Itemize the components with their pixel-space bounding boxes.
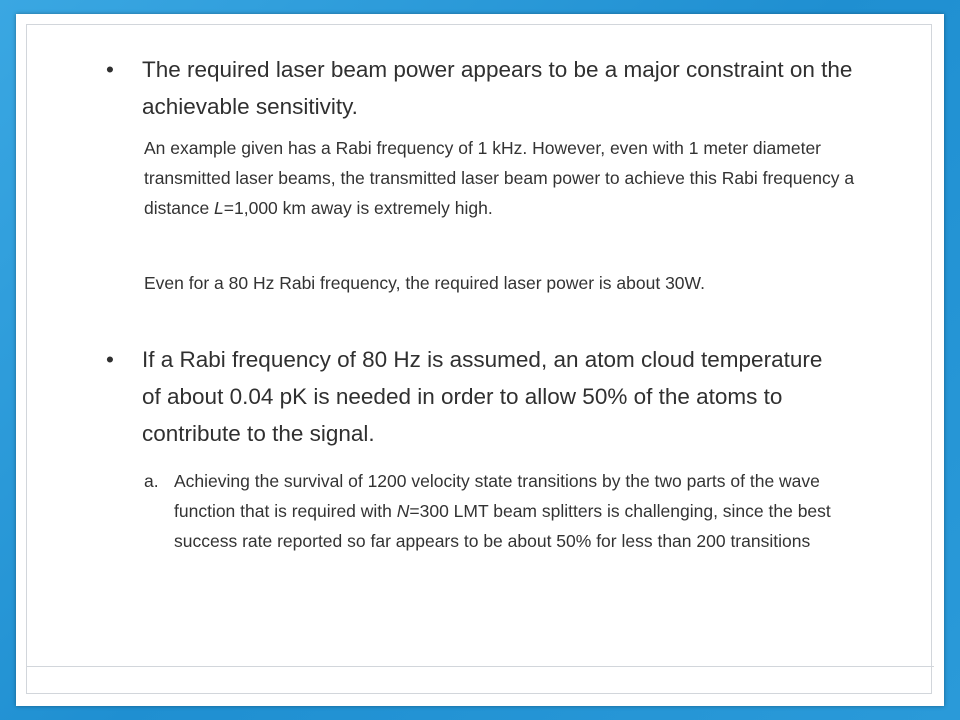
paragraph-text: =1,000 km away is extremely high. (223, 198, 493, 218)
slide (16, 14, 944, 706)
bullet-marker: • (106, 57, 114, 82)
bullet-marker: • (106, 347, 114, 372)
sub-item-marker: a. (144, 471, 159, 491)
paragraph-text: Even for a 80 Hz Rabi frequency, the required laser power is about 30W. (144, 273, 705, 293)
bullet-text: If a Rabi frequency of 80 Hz is assumed, an atom cloud temperature of about 0.04 pK is needed in order to allow 50% of the atoms to contribute to the signal. (142, 347, 823, 446)
bullet-laser-power (106, 51, 866, 125)
paragraph-text: An example given has a Rabi frequency of 1 kHz. However, even with 1 meter diameter transmitted laser beams, the transmitted laser beam power to achieve this Rabi frequency a distance (144, 138, 855, 218)
variable-l: L (214, 198, 224, 218)
paragraph-rabi-1khz (144, 133, 864, 223)
sub-item-text (174, 466, 864, 556)
sub-item-text-part: =300 LMT beam splitters is challenging, since the best success rate reported so far appears to be about 50% for less than 200 transitions (174, 501, 831, 551)
variable-n: N (396, 501, 410, 521)
footer-divider (26, 666, 934, 667)
sub-item-a (144, 466, 864, 556)
paragraph-80hz-power (144, 268, 864, 298)
bullet-atom-temperature (106, 341, 826, 452)
sub-item-text-part: Achieving the survival of 1200 velocity state transitions by the two parts of the wave function that is required with (174, 471, 820, 521)
bullet-text: The required laser beam power appears to be a major constraint on the achievable sensitivity. (142, 57, 853, 119)
